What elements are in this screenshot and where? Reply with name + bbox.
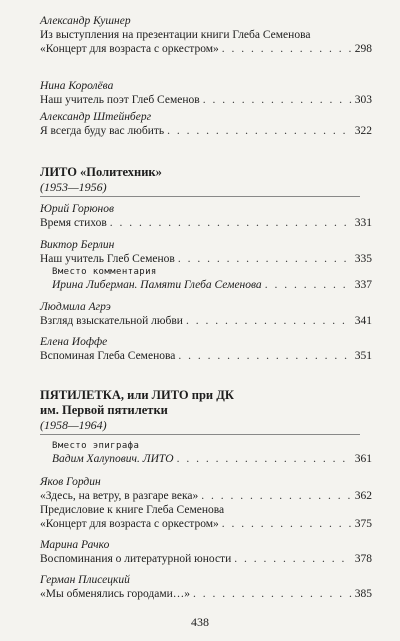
entry-page: 298 <box>354 43 372 55</box>
leader-dots <box>201 489 351 503</box>
section-title-line: им. Первой пятилетки <box>40 403 168 417</box>
entry-author: Людмила Агрэ <box>40 301 111 313</box>
entry-title-line <box>40 42 372 56</box>
entry-title: Время стихов <box>40 217 107 229</box>
section-years: (1958—1964) <box>40 418 107 432</box>
leader-dots <box>265 278 352 292</box>
entry-page: 351 <box>354 350 372 362</box>
leader-dots <box>177 452 352 466</box>
entry-title: Я всегда буду вас любить <box>40 125 165 137</box>
entry-author: Марина Рачко <box>40 539 110 551</box>
entry-title-line <box>40 252 372 266</box>
entry-title: Из выступления на презентации книги Глеба Семенова <box>40 29 311 41</box>
entry-author: Виктор Берлин <box>40 239 115 251</box>
entry-author: Нина Королёва <box>40 80 114 92</box>
entry-title-line <box>40 517 372 531</box>
entry-page: 361 <box>354 453 372 465</box>
entry-page: 322 <box>354 125 372 137</box>
entry-title: «Мы обменялись городами…» <box>40 588 190 600</box>
leader-dots <box>167 124 352 138</box>
toc-entry-plisetsky <box>40 573 372 601</box>
page-number: 438 <box>191 615 209 629</box>
toc-entry-koroleva <box>40 79 372 107</box>
leader-dots <box>178 349 351 363</box>
toc-entry-rachko <box>40 538 372 566</box>
leader-dots <box>110 216 352 230</box>
entry-title: Наш учитель поэт Глеб Семенов <box>40 94 200 106</box>
entry-title-line <box>40 93 372 107</box>
entry-title-line <box>40 216 372 230</box>
toc-entry-ioffe <box>40 335 372 363</box>
entry-title-line <box>40 489 372 503</box>
toc-entry-steinberg <box>40 110 372 138</box>
entry-title: Воспоминания о литературной юности <box>40 553 232 565</box>
entry-author: Елена Иоффе <box>40 336 108 348</box>
section-years: (1953—1956) <box>40 180 107 194</box>
section-divider <box>40 434 360 435</box>
entry-title-line <box>40 349 372 363</box>
leader-dots <box>234 552 352 566</box>
leader-dots <box>222 517 352 531</box>
entry-page: 337 <box>354 279 372 291</box>
leader-dots <box>203 93 352 107</box>
entry-title: Вспоминая Глеба Семенова <box>40 350 176 362</box>
entry-page: 375 <box>354 518 372 530</box>
entry-title-line <box>40 452 372 466</box>
entry-title: Вадим Халупович. ЛИТО <box>52 453 174 465</box>
toc-entry-gordin <box>40 475 372 531</box>
leader-dots <box>222 42 352 56</box>
toc-entry-berlin <box>40 238 372 292</box>
entry-title-line <box>40 587 372 601</box>
entry-author: Юрий Горюнов <box>40 203 114 215</box>
toc-entry-agre <box>40 300 372 328</box>
toc-entry-kushner <box>40 14 372 56</box>
entry-page: 362 <box>354 490 372 502</box>
entry-title: Наш учитель Глеб Семенов <box>40 253 175 265</box>
entry-title: Взгляд взыскательной любви <box>40 315 183 327</box>
entry-title: «Концерт для возраста с оркестром» <box>40 518 219 530</box>
entry-page: 385 <box>354 588 372 600</box>
entry-title-line <box>40 278 372 292</box>
entry-page: 331 <box>354 217 372 229</box>
entry-author: Александр Кушнер <box>40 15 131 27</box>
entry-note: Вместо комментария <box>52 267 157 277</box>
entry-page: 303 <box>354 94 372 106</box>
section-divider <box>40 196 360 197</box>
entry-title: Предисловие к книге Глеба Семенова <box>40 504 225 516</box>
entry-title-line <box>40 124 372 138</box>
entry-page: 341 <box>354 315 372 327</box>
entry-title: «Концерт для возраста с оркестром» <box>40 43 219 55</box>
toc-entry-goryunov <box>40 202 372 230</box>
toc-entry-epigraph <box>40 440 372 466</box>
entry-page: 378 <box>354 553 372 565</box>
entry-title: Ирина Либерман. Памяти Глеба Семенова <box>52 279 262 291</box>
entry-note: Вместо эпиграфа <box>52 441 140 451</box>
entry-title-line <box>40 552 372 566</box>
entry-author: Яков Гордин <box>40 476 101 488</box>
leader-dots <box>186 314 352 328</box>
entry-title: «Здесь, на ветру, в разгаре века» <box>40 490 199 502</box>
entry-author: Александр Штейнберг <box>40 111 152 123</box>
entry-title-line <box>40 314 372 328</box>
leader-dots <box>193 587 352 601</box>
entry-page: 335 <box>354 253 372 265</box>
section-title-line: ПЯТИЛЕТКА, или ЛИТО при ДК <box>40 388 234 402</box>
section-title: ЛИТО «Политехник» <box>40 165 162 179</box>
leader-dots <box>178 252 352 266</box>
entry-author: Герман Плисецкий <box>40 574 130 586</box>
section-title <box>40 388 372 418</box>
